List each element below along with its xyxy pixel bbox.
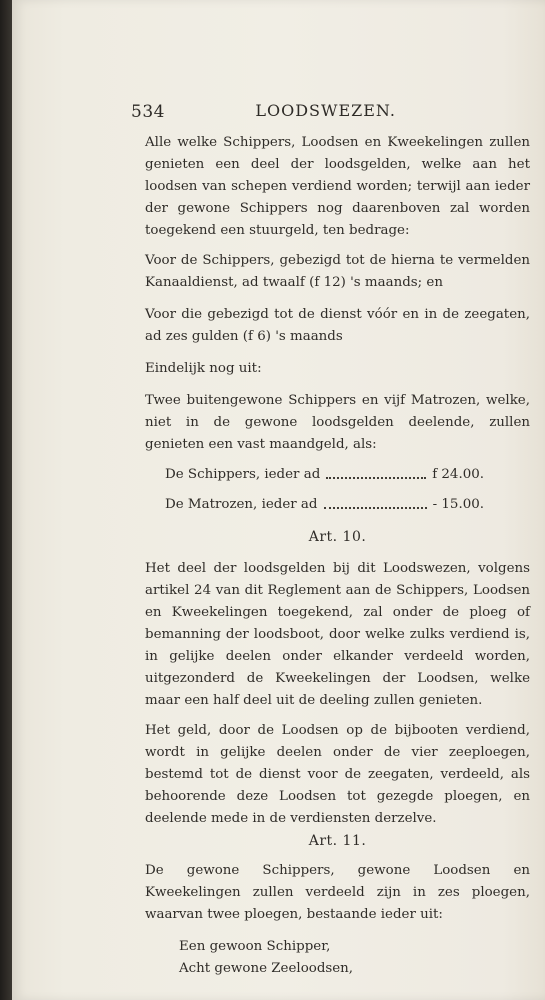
- paragraph-2: Voor de Schippers, gebezigd tot de hierna te vermelden Kanaaldienst, ad twaalf (f 12) 's maands; en: [145, 253, 530, 290]
- running-title: LOODSWEZEN.: [255, 101, 396, 120]
- rate-amount: f 24.00.: [432, 467, 484, 482]
- rate-line-schippers: [145, 464, 484, 486]
- paragraph-6: Het deel der loodsgelden bij dit Loodswezen, volgens artikel 24 van dit Reglement aan de Schippers, Loodsen en Kweekelingen toegekend, zal onder de ploeg of bemanning der loodsboot, door welke zulks verdiend is, in gelijke deelen onder elkander verdeeld worden, uitgezonderd de Kweekelingen der Loodsen, welke maar een half deel uit de deeling zullen genieten.: [145, 561, 530, 708]
- paragraph-1: Alle welke Schippers, Loodsen en Kweekelingen zullen genieten een deel der loodsgelden, welke aan het loodsen van schepen verdiend worden; terwijl aan ieder der gewone Schippers nog daarenboven zal worden toegekend een stuurgeld, ten bedrage:: [145, 135, 530, 238]
- page-header: [131, 97, 396, 127]
- leader-dots: [324, 494, 427, 509]
- paragraph-5: Twee buitengewone Schippers en vijf Matrozen, welke, niet in de gewone loodsgelden deelende, zullen genieten een vast maandgeld, als:: [145, 393, 530, 452]
- article-10-heading: Art. 10.: [308, 529, 367, 545]
- page-body: [145, 132, 530, 980]
- rate-label: De Matrozen, ieder ad: [165, 497, 318, 512]
- list-item: Acht gewone Zeeloodsen,: [179, 961, 354, 976]
- paragraph-4: Eindelijk nog uit:: [145, 361, 262, 376]
- rate-amount: - 15.00.: [432, 497, 484, 512]
- paragraph-8: De gewone Schippers, gewone Loodsen en Kweekelingen zullen verdeeld zijn in zes ploegen, waarvan twee ploegen, bestaande ieder uit:: [145, 863, 530, 922]
- leader-dots: [326, 464, 426, 479]
- paragraph-7: Het geld, door de Loodsen op de bijbooten verdiend, wordt in gelijke deelen onder de vier zeeploegen, bestemd tot de dienst voor de zeegaten, verdeeld, als behoorende deze Loodsen tot gezegde ploegen, en deelende mede in de verdiensten derzelve.: [145, 723, 530, 826]
- rate-line-matrozen: [145, 494, 484, 516]
- paragraph-3: Voor die gebezigd tot de dienst vóór en in de zeegaten, ad zes gulden (f 6) 's maands: [145, 307, 530, 344]
- page-number: 534: [131, 102, 165, 122]
- article-11-heading: Art. 11.: [308, 833, 367, 849]
- rate-label: De Schippers, ieder ad: [165, 467, 321, 482]
- book-spine: [0, 0, 12, 1000]
- list-item: Een gewoon Schipper,: [179, 939, 331, 954]
